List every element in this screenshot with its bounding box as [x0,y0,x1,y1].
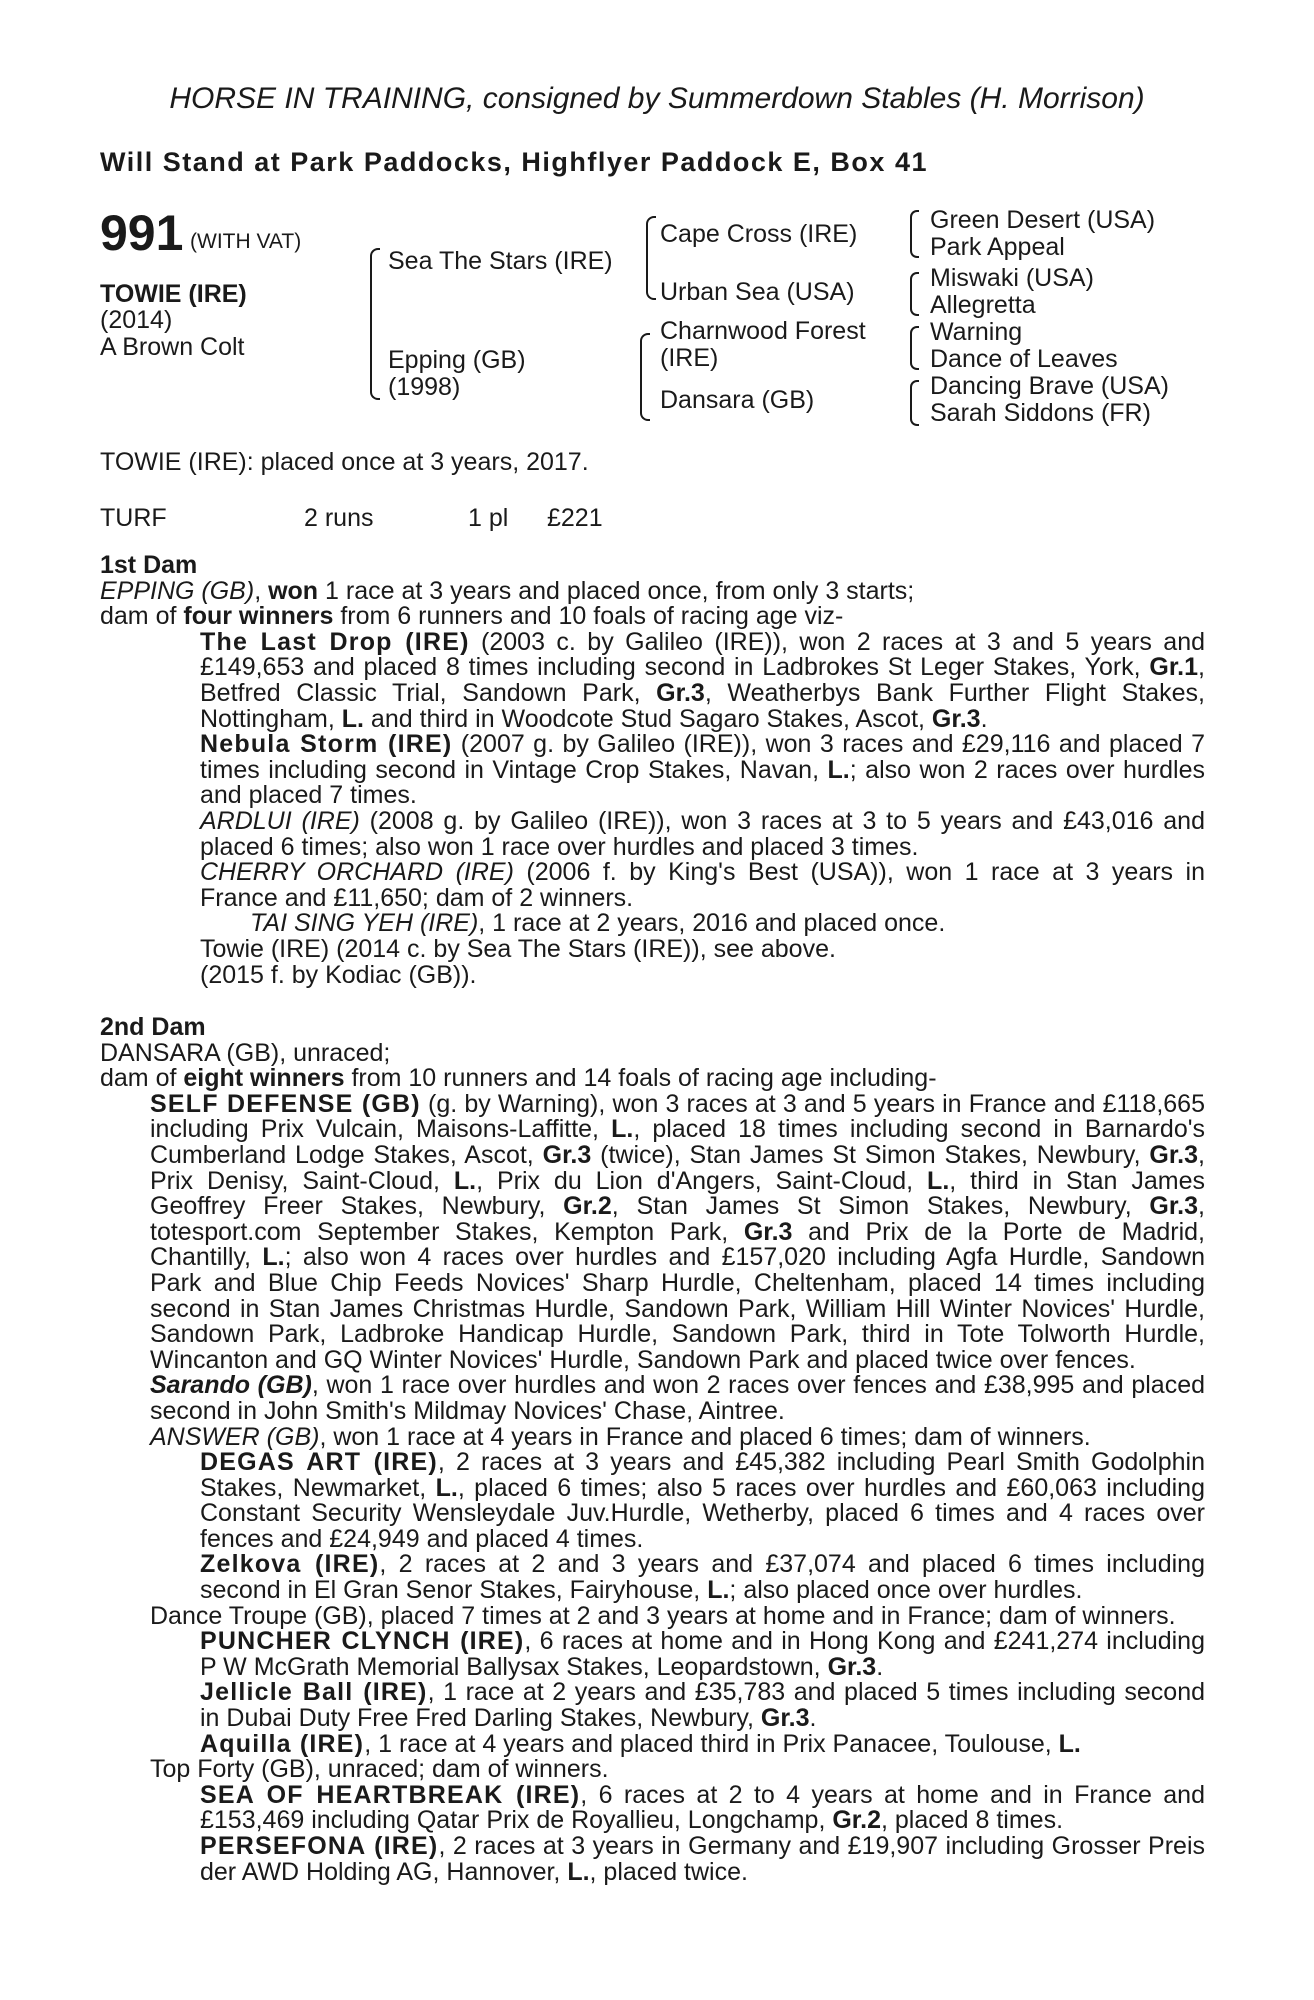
produce-tai-sing-yeh: TAI SING YEH (IRE), 1 race at 2 years, 2016 and placed once. [250,909,946,938]
pedigree-dam: Epping (GB) [388,346,526,374]
pedigree-gg3: Miswaki (USA) [930,264,1094,292]
horse-year: (2014) [100,306,173,334]
lot-number: 991 [100,205,184,261]
record-earnings: £221 [547,504,603,532]
produce-answer: ANSWER (GB), won 1 race at 4 years in France and placed 6 times; dam of winners. [150,1422,1091,1451]
first-dam-section [100,553,1205,988]
first-dam-produce-line: dam of four winners from 6 runners and 10 foals of racing age viz- [100,602,844,631]
pedigree-dam-sire-2: (IRE) [660,344,719,372]
pedigree-brace-sire [646,216,656,300]
produce-sarando: Sarando (GB), won 1 race over hurdles and won 2 races over fences and £38,995 and placed second in John Smith's Mildmay Novices' Chase, Aintree. [150,1371,1205,1425]
produce-the-last-drop: The Last Drop (IRE) (2003 c. by Galileo (IRE)), won 2 races at 3 and 5 years and £149,653 and placed 8 times including second in Ladbrokes St Leger Stakes, York, Gr.1, Betfred Classic Trial, Sandown Park, Gr.3, Weatherbys Bank Further Flight Stakes, Nottingham, L. and third in Woodcote Stud Sagaro Stakes, Ascot, Gr.3. [200,627,1206,733]
produce-cherry-orchard: CHERRY ORCHARD (IRE) (2006 f. by King's Best (USA)), won 1 race at 3 years in France and £11,650; dam of 2 winners. [200,858,1206,912]
pedigree-sire: Sea The Stars (IRE) [388,247,613,275]
produce-persefona: PERSEFONA (IRE), 2 races at 3 years in Germany and £19,907 including Grosser Preis der AWD Holding AG, Hannover, L., placed twice. [200,1832,1206,1886]
pedigree-gg4: Allegretta [930,291,1036,319]
pedigree-brace-g4 [910,380,919,426]
record-runs: 2 runs [304,504,374,532]
pedigree-gg7: Dancing Brave (USA) [930,372,1169,400]
produce-zelkova: Zelkova (IRE), 2 races at 2 and 3 years and £37,074 and placed 6 times including second in El Gran Senor Stakes, Fairyhouse, L.; also placed once over hurdles. [200,1550,1205,1605]
pedigree-gg5: Warning [930,318,1023,346]
pedigree-dam-sire: Charnwood Forest [660,317,866,345]
pedigree-dam-year: (1998) [388,373,461,401]
pedigree-brace-g1 [910,210,919,258]
catalogue-header: HORSE IN TRAINING, consigned by Summerdown Stables (H. Morrison) [169,82,1145,115]
pedigree-gg8: Sarah Siddons (FR) [930,399,1151,427]
produce-self-defense: SELF DEFENSE (GB) (g. by Warning), won 3 races at 3 and 5 years in France and £118,665 including Prix Vulcain, Maisons-Laffitte, L., placed 18 times including second in Barnardo's Cumberland Lodge Stakes, Ascot, Gr.3 (twice), Stan James St Simon Stakes, Newbury, Gr.3, Prix Denisy, Saint-Cloud, L., Prix du Lion d'Angers, Saint-Cloud, L., third in Stan James Geoffrey Freer Stakes, Newbury, Gr.2, Stan James St Simon Stakes, Newbury, Gr.3, totesport.com September Stakes, Kempton Park, Gr.3 and Prix de la Porte de Madrid, Chantilly, L.; also won 4 races over hurdles and £157,020 including Agfa Hurdle, Sandown Park and Blue Chip Feeds Novices' Sharp Hurdle, Cheltenham, placed 14 times including second in Stan James Christmas Hurdle, Sandown Park, William Hill Winter Novices' Hurdle, Sandown Park, Ladbroke Handicap Hurdle, Sandown Park, third in Tote Tolworth Hurdle, Wincanton and GQ Winter Novices' Hurdle, Sandown Park and placed twice over fences. [150,1089,1206,1374]
horse-name: TOWIE (IRE) [100,280,247,308]
first-dam-line: EPPING (GB), won 1 race at 3 years and placed once, from only 3 starts; [100,576,915,605]
produce-degas-art: DEGAS ART (IRE), 2 races at 3 years and £45,382 including Pearl Smith Godolphin Stakes, Newmarket, L., placed 6 times; also 5 races over hurdles and £60,063 including Constant Security Wensleydale Juv.Hurdle, Wetherby, placed 6 times and 4 races over fences and £24,949 and placed 4 times. [200,1448,1205,1553]
pedigree-gg6: Dance of Leaves [930,345,1118,373]
pedigree-dam-dam: Dansara (GB) [660,386,815,414]
second-dam-produce-line: dam of eight winners from 10 runners and 14 foals of racing age including- [100,1064,937,1093]
vat-note: (WITH VAT) [190,230,302,253]
produce-nebula-storm: Nebula Storm (IRE) (2007 g. by Galileo (IRE)), won 3 races and £29,116 and placed 7 times including second in Vintage Crop Stakes, Navan, L.; also won 2 races over hurdles and placed 7 times. [200,730,1205,810]
pedigree-brace-dam [640,333,650,421]
produce-sea-of-heartbreak: SEA OF HEARTBREAK (IRE), 6 races at 2 to 4 years at home and in France and £153,469 including Qatar Prix de Royallieu, Longchamp, Gr.2, placed 8 times. [200,1780,1205,1835]
produce-2015-filly: (2015 f. by Kodiac (GB)). [200,960,477,989]
produce-aquilla: Aquilla (IRE), 1 race at 4 years and placed third in Prix Panacee, Toulouse, L. [200,1729,1081,1758]
pedigree-brace-main [370,248,380,400]
first-dam-heading: 1st Dam [100,551,198,579]
produce-puncher-clynch: PUNCHER CLYNCH (IRE), 6 races at home and in Hong Kong and £241,274 including P W McGrath Memorial Ballysax Stakes, Leopardstown, Gr.3. [200,1627,1205,1681]
produce-jellicle-ball: Jellicle Ball (IRE), 1 race at 2 years and £35,783 and placed 5 times including second in Dubai Duty Free Fred Darling Stakes, Newbury, Gr.3. [200,1678,1205,1733]
record-placed: 1 pl [468,504,509,532]
pedigree-brace-g2 [910,272,919,316]
pedigree-sire-dam: Urban Sea (USA) [660,278,855,306]
pedigree-gg1: Green Desert (USA) [930,206,1156,234]
pedigree-brace-g3 [910,326,919,370]
produce-dance-troupe: Dance Troupe (GB), placed 7 times at 2 and 3 years at home and in France; dam of winners. [150,1601,1176,1630]
second-dam-heading: 2nd Dam [100,1013,206,1041]
pedigree-sire-sire: Cape Cross (IRE) [660,220,858,248]
record-surface: TURF [100,504,167,532]
pedigree-gg2: Park Appeal [930,233,1065,261]
second-dam-line: DANSARA (GB), unraced; [100,1038,391,1067]
race-summary: TOWIE (IRE): placed once at 3 years, 2017. [100,448,589,476]
second-dam-section [100,1015,1205,1885]
produce-towie: Towie (IRE) (2014 c. by Sea The Stars (IRE)), see above. [200,934,836,963]
stand-location: Will Stand at Park Paddocks, Highflyer Paddock E, Box 41 [100,147,928,177]
horse-description: A Brown Colt [100,333,245,361]
produce-ardlui: ARDLUI (IRE) (2008 g. by Galileo (IRE)), won 3 races at 3 to 5 years and £43,016 and placed 6 times; also won 1 race over hurdles and placed 3 times. [200,806,1205,861]
produce-top-forty: Top Forty (GB), unraced; dam of winners. [150,1755,609,1784]
